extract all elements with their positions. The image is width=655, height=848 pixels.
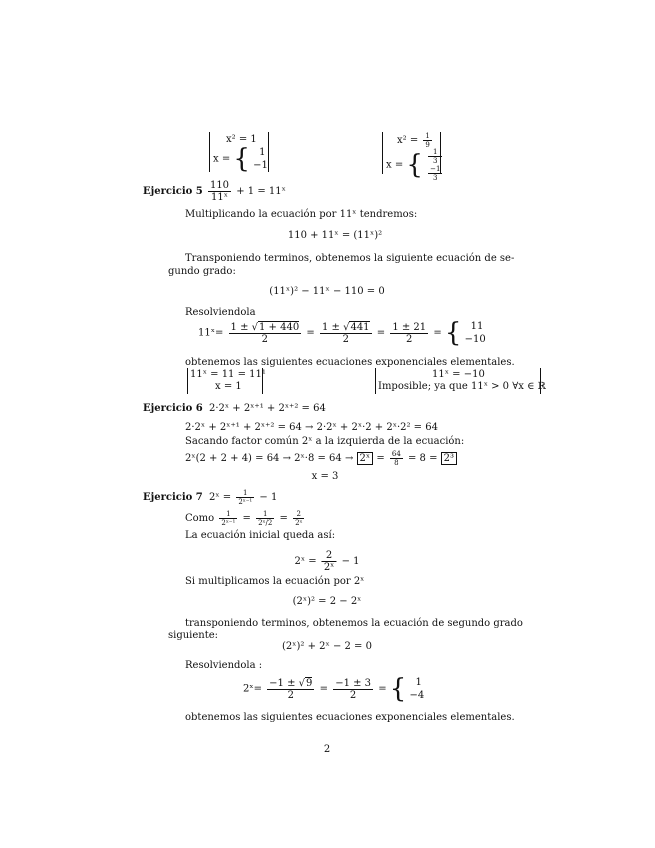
ej7-c-f2-den: 2ˣ/2: [258, 519, 273, 527]
ej7-solution: [243, 676, 424, 702]
top-right-brace: {: [406, 150, 423, 180]
ej7-f1-num-a: −1 ±: [269, 677, 296, 689]
ej5-solution: [198, 320, 486, 346]
top-left-x-eq: x =: [213, 153, 231, 165]
top-right-values: [426, 148, 444, 182]
ej7-eq-b: =: [378, 683, 387, 695]
ej5-f3: [390, 322, 428, 345]
ej5-frac: [208, 180, 231, 203]
ej6-box2: 2³: [441, 452, 457, 465]
ej5-case2-row1: 11ˣ = −10: [432, 369, 485, 380]
top-right-v1-den: 3: [433, 157, 438, 165]
ej7-c-f3-num: 2: [293, 510, 304, 519]
ej7-c-f2-num: 1: [256, 510, 274, 519]
ej7-p4: Resolviendola :: [185, 660, 263, 671]
ej7-den: 2ˣ⁻¹: [238, 498, 253, 506]
ej7-f2-num: −1 ± 3: [335, 677, 372, 689]
top-left-v1: 1: [259, 147, 266, 158]
ej7-eq-rest: − 1: [259, 492, 278, 503]
ej7-como: [185, 510, 306, 527]
top-right-v1-num: 1: [428, 148, 442, 157]
ej7-p2: Si multiplicamos la ecuación por 2ˣ: [185, 576, 365, 587]
ej5-eq1: 110 + 11ˣ = (11ˣ)²: [287, 230, 383, 241]
ej5-f3-num: 1 ± 21: [392, 321, 427, 333]
page-number: 2: [323, 744, 331, 755]
ej5-f1-num-a: 1 ±: [230, 321, 249, 333]
ej5-eq-c: =: [433, 327, 442, 339]
ej7-sol-lhs: 2ˣ=: [243, 683, 262, 695]
ej7-p5: obtenemos las siguientes ecuaciones exponenciales elementales.: [185, 712, 515, 723]
ej6-frac: [390, 450, 403, 467]
ej7-eq3: (2ˣ)² + 2ˣ − 2 = 0: [282, 641, 372, 652]
ej7-heading: [143, 489, 277, 506]
ej7-c-eq: =: [242, 513, 251, 524]
top-left-bar-right: [268, 132, 269, 172]
ej7-eq2: (2ˣ)² = 2 − 2ˣ: [292, 596, 362, 607]
ej5-f1-num: 1 ± √1 + 440: [230, 321, 300, 333]
ej7-f1-den: 2: [287, 689, 294, 701]
ej5-eq-rest: + 1 = 11ˣ: [236, 186, 286, 197]
ej7-roots: [410, 676, 425, 702]
ej7-c-eq2: =: [279, 513, 288, 524]
ej7-c-f3-den: 2ˣ: [295, 519, 303, 527]
top-right-v2-den: 3: [433, 174, 438, 182]
ej5-f2-num-b: 441: [350, 321, 370, 333]
ej7-e1-num: 2: [322, 550, 337, 562]
ej5-p4: obtenemos las siguientes ecuaciones exponenciales elementales.: [185, 357, 515, 368]
ej7-p1: La ecuación inicial queda así:: [185, 530, 336, 541]
ej5-f2-den: 2: [342, 333, 349, 345]
ej5-p3: Resolviendola: [185, 307, 256, 318]
ej6-frac-den: 8: [394, 459, 399, 467]
ej6-line3: [185, 450, 457, 467]
top-left-v2: −1: [253, 160, 268, 171]
ej5-brace: {: [444, 318, 462, 348]
ej5-r1: 11: [470, 321, 484, 332]
ej7-r1: 1: [415, 677, 422, 688]
ej7-p3a: transponiendo terminos, obtenemos la ecuación de segundo grado: [185, 618, 523, 629]
top-right-row1-num: 1: [425, 132, 430, 140]
ej7-p3b: siguiente:: [168, 630, 219, 641]
ej5-p2b: gundo grado:: [168, 266, 236, 277]
ej5-num: 110: [209, 180, 230, 191]
ej5-case2-row2: Imposible; ya que 11ˣ > 0 ∀x ∈ ℝ: [378, 381, 546, 392]
ej7-f2: [333, 678, 373, 701]
top-right-row1-frac: [423, 132, 431, 149]
ej7-frac: [236, 489, 254, 506]
ej7-e1-frac: [322, 550, 337, 573]
ej7-f1: [267, 678, 314, 701]
ej6-frac-num: 64: [391, 450, 401, 458]
ej5-sol-lhs: 11ˣ=: [198, 327, 224, 339]
top-left-row2: [213, 146, 268, 172]
ej5-case1-row2: x = 1: [215, 381, 242, 392]
ej5-eq2: (11ˣ)² − 11ˣ − 110 = 0: [269, 286, 385, 297]
ej7-e1-lhs: 2ˣ =: [294, 556, 317, 567]
top-right-x-eq: x =: [386, 159, 404, 171]
ej5-r2: −10: [464, 334, 486, 345]
top-right-v2: [428, 165, 442, 182]
ej7-c-f1: [219, 510, 237, 527]
ej5-f1-den: 2: [261, 333, 269, 345]
top-right-v1: [428, 148, 442, 165]
top-right-row1: [397, 132, 434, 149]
ej5-eq-a: =: [306, 327, 315, 339]
ej5-f1-num-b: 1 + 440: [259, 321, 300, 333]
ej7-f1-num: −1 ± √9: [269, 677, 313, 689]
ej5-case1-row1: 11ˣ = 11 = 11¹: [190, 369, 266, 380]
ej6-eq: 2·2ˣ + 2ˣ⁺¹ + 2ˣ⁺² = 64: [208, 403, 326, 414]
ej7-e1-den: 2ˣ: [323, 562, 335, 573]
ej5-eq-b: =: [376, 327, 386, 339]
top-right-bar-left: [382, 132, 383, 174]
ej5-heading: [143, 180, 286, 203]
ej7-como-label: Como: [185, 513, 215, 524]
top-left-row1: x² = 1: [226, 134, 257, 145]
ej6-line1: 2·2ˣ + 2ˣ⁺¹ + 2ˣ⁺² = 64 → 2·2ˣ + 2ˣ·2 + 2ˣ·2² = 64: [185, 422, 438, 433]
ej7-f1-num-b: 9: [306, 677, 313, 689]
ej5-f2-num-a: 1 ±: [321, 321, 340, 333]
ej6-box1: 2ˣ: [357, 452, 374, 465]
top-right-v2-num: −1: [430, 165, 441, 173]
ej5-roots: [465, 320, 486, 346]
top-left-brace: {: [233, 144, 250, 174]
ej5-label: Ejercicio 5: [143, 186, 203, 197]
ej6-label: Ejercicio 6: [143, 403, 203, 414]
ej5-f1: [229, 322, 302, 345]
ej5-f3-den: 2: [406, 333, 413, 345]
ej7-e1: [294, 550, 359, 573]
ej7-c-f2: [256, 510, 274, 527]
ej7-num: 1: [236, 489, 254, 498]
ej7-c-f3: [293, 510, 304, 527]
top-left-bar-left: [209, 132, 210, 172]
ej6-result: x = 3: [311, 471, 339, 482]
top-right-row2: [386, 148, 444, 182]
ej6-line2: Sacando factor común 2ˣ a la izquierda de la ecuación:: [185, 436, 465, 447]
ej7-label: Ejercicio 7: [143, 492, 203, 503]
ej6-line3a: 2ˣ(2 + 2 + 4) = 64 → 2ˣ·8 = 64 →: [185, 453, 354, 464]
ej5-f2-num: 1 ± √441: [321, 321, 370, 333]
ej5-f2: [320, 322, 372, 345]
ej7-e1-rest: − 1: [341, 556, 360, 567]
ej7-f2-den: 2: [349, 689, 357, 701]
ej6-heading: [143, 403, 326, 415]
ej6-line3c: = 8 =: [408, 453, 438, 464]
ej7-c-f1-den: 2ˣ⁻¹: [221, 519, 236, 527]
ej5-p2a: Transponiendo terminos, obtenemos la siguiente ecuación de se-: [185, 253, 515, 264]
ej7-r2: −4: [409, 690, 425, 701]
ej7-c-f1-num: 1: [219, 510, 237, 519]
ej7-eq-a: =: [319, 683, 328, 695]
ej6-line3b: =: [376, 453, 385, 464]
top-left-values: [253, 146, 268, 172]
top-right-row1-den: 9: [425, 141, 430, 149]
ej7-eq-lhs: 2ˣ =: [208, 492, 232, 503]
ej7-brace: {: [389, 674, 407, 704]
ej5-p1: Multiplicando la ecuación por 11ˣ tendremos:: [185, 209, 418, 220]
ej5-case2-bar-left: [375, 368, 376, 394]
ej5-case1-bar-left: [187, 368, 188, 394]
top-right-row1-lhs: x² =: [397, 135, 419, 146]
ej5-den: 11ˣ: [211, 192, 228, 203]
